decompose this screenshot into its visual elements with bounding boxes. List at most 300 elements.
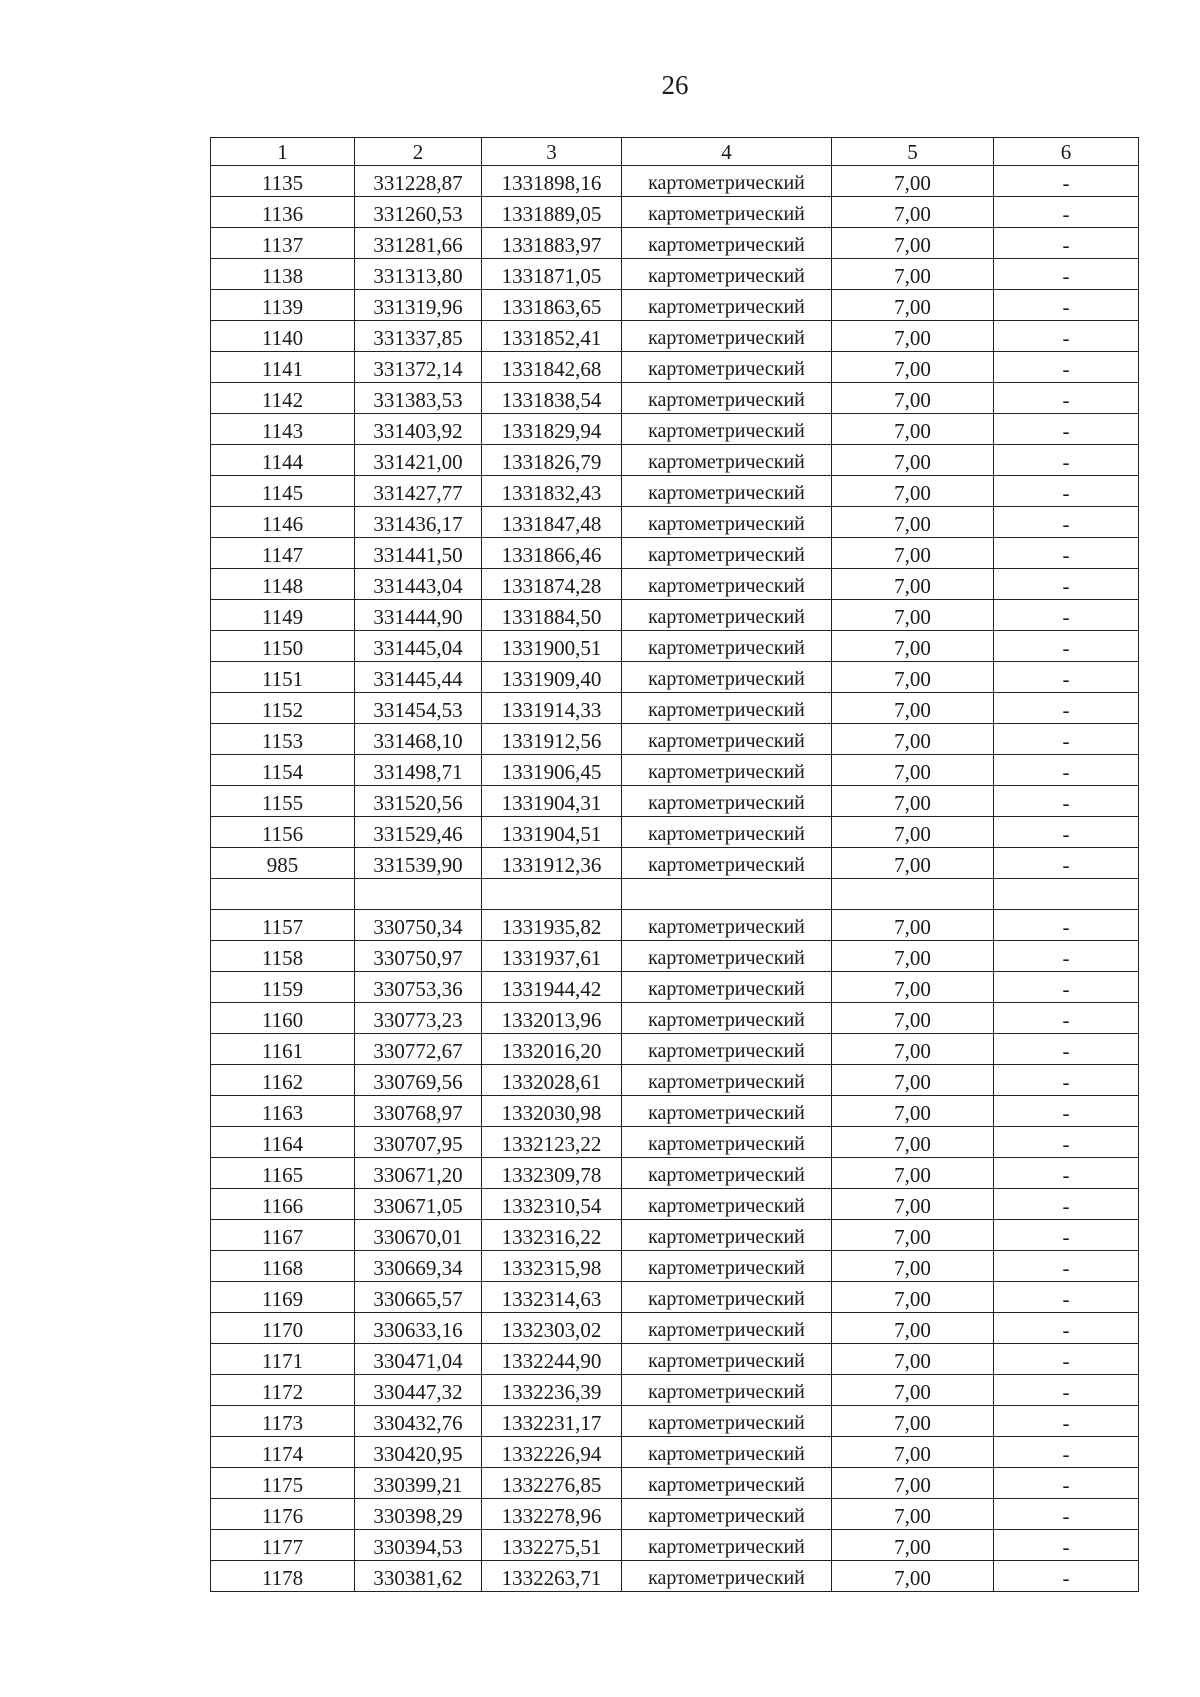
- column-header: 3: [482, 138, 622, 166]
- note-cell: -: [994, 1344, 1139, 1375]
- table-row: [211, 228, 1139, 259]
- y-coordinate-cell: 1332244,90: [482, 1344, 622, 1375]
- note-cell: -: [994, 1003, 1139, 1034]
- x-coordinate-cell: 330420,95: [355, 1437, 482, 1468]
- method-cell: картометрический: [622, 1530, 832, 1561]
- x-coordinate-cell: 331319,96: [355, 290, 482, 321]
- accuracy-cell: 7,00: [832, 910, 994, 941]
- table-row: [211, 1282, 1139, 1313]
- point-number-cell: 985: [211, 848, 355, 879]
- table-row: [211, 1034, 1139, 1065]
- y-coordinate-cell: 1331884,50: [482, 600, 622, 631]
- point-number-cell: 1141: [211, 352, 355, 383]
- accuracy-cell: 7,00: [832, 166, 994, 197]
- y-coordinate-cell: 1331914,33: [482, 693, 622, 724]
- column-header: 1: [211, 138, 355, 166]
- method-cell: картометрический: [622, 910, 832, 941]
- accuracy-cell: 7,00: [832, 1468, 994, 1499]
- accuracy-cell: 7,00: [832, 228, 994, 259]
- point-number-cell: 1150: [211, 631, 355, 662]
- column-header: 4: [622, 138, 832, 166]
- point-number-cell: 1140: [211, 321, 355, 352]
- point-number-cell: 1169: [211, 1282, 355, 1313]
- y-coordinate-cell: 1331871,05: [482, 259, 622, 290]
- y-coordinate-cell: 1331826,79: [482, 445, 622, 476]
- table-row: [211, 724, 1139, 755]
- note-cell: -: [994, 972, 1139, 1003]
- y-coordinate-cell: [482, 879, 622, 910]
- method-cell: картометрический: [622, 1561, 832, 1592]
- x-coordinate-cell: 330772,67: [355, 1034, 482, 1065]
- y-coordinate-cell: 1331906,45: [482, 755, 622, 786]
- method-cell: картометрический: [622, 662, 832, 693]
- point-number-cell: 1176: [211, 1499, 355, 1530]
- accuracy-cell: 7,00: [832, 290, 994, 321]
- x-coordinate-cell: 330707,95: [355, 1127, 482, 1158]
- accuracy-cell: 7,00: [832, 1561, 994, 1592]
- point-number-cell: 1159: [211, 972, 355, 1003]
- table-row: [211, 817, 1139, 848]
- x-coordinate-cell: 331313,80: [355, 259, 482, 290]
- table-row: [211, 1499, 1139, 1530]
- accuracy-cell: 7,00: [832, 755, 994, 786]
- method-cell: картометрический: [622, 1158, 832, 1189]
- y-coordinate-cell: 1332231,17: [482, 1406, 622, 1437]
- y-coordinate-cell: 1331889,05: [482, 197, 622, 228]
- point-number-cell: 1170: [211, 1313, 355, 1344]
- point-number-cell: 1135: [211, 166, 355, 197]
- x-coordinate-cell: 330432,76: [355, 1406, 482, 1437]
- table-row: [211, 352, 1139, 383]
- point-number-cell: 1145: [211, 476, 355, 507]
- method-cell: картометрический: [622, 786, 832, 817]
- y-coordinate-cell: 1331935,82: [482, 910, 622, 941]
- accuracy-cell: 7,00: [832, 724, 994, 755]
- x-coordinate-cell: 330773,23: [355, 1003, 482, 1034]
- note-cell: -: [994, 259, 1139, 290]
- method-cell: картометрический: [622, 600, 832, 631]
- note-cell: -: [994, 352, 1139, 383]
- x-coordinate-cell: 331421,00: [355, 445, 482, 476]
- x-coordinate-cell: 330769,56: [355, 1065, 482, 1096]
- y-coordinate-cell: 1331842,68: [482, 352, 622, 383]
- point-number-cell: 1152: [211, 693, 355, 724]
- point-number-cell: 1172: [211, 1375, 355, 1406]
- note-cell: -: [994, 166, 1139, 197]
- accuracy-cell: 7,00: [832, 1220, 994, 1251]
- accuracy-cell: 7,00: [832, 414, 994, 445]
- table-row: [211, 631, 1139, 662]
- note-cell: [994, 879, 1139, 910]
- method-cell: картометрический: [622, 1251, 832, 1282]
- method-cell: картометрический: [622, 538, 832, 569]
- y-coordinate-cell: 1332016,20: [482, 1034, 622, 1065]
- table-row: [211, 538, 1139, 569]
- method-cell: картометрический: [622, 1344, 832, 1375]
- accuracy-cell: 7,00: [832, 848, 994, 879]
- method-cell: картометрический: [622, 259, 832, 290]
- x-coordinate-cell: 331468,10: [355, 724, 482, 755]
- table-row: [211, 1375, 1139, 1406]
- y-coordinate-cell: 1332226,94: [482, 1437, 622, 1468]
- note-cell: -: [994, 507, 1139, 538]
- accuracy-cell: 7,00: [832, 662, 994, 693]
- x-coordinate-cell: 331441,50: [355, 538, 482, 569]
- x-coordinate-cell: 330394,53: [355, 1530, 482, 1561]
- note-cell: -: [994, 290, 1139, 321]
- table-row: [211, 1189, 1139, 1220]
- table-row: [211, 600, 1139, 631]
- note-cell: -: [994, 786, 1139, 817]
- point-number-cell: 1146: [211, 507, 355, 538]
- method-cell: картометрический: [622, 445, 832, 476]
- method-cell: картометрический: [622, 1313, 832, 1344]
- note-cell: -: [994, 1251, 1139, 1282]
- column-header: 2: [355, 138, 482, 166]
- point-number-cell: 1148: [211, 569, 355, 600]
- point-number-cell: 1143: [211, 414, 355, 445]
- table-row: [211, 569, 1139, 600]
- accuracy-cell: 7,00: [832, 941, 994, 972]
- x-coordinate-cell: 331383,53: [355, 383, 482, 414]
- note-cell: -: [994, 1313, 1139, 1344]
- table-row: [211, 1344, 1139, 1375]
- note-cell: -: [994, 1468, 1139, 1499]
- point-number-cell: 1162: [211, 1065, 355, 1096]
- note-cell: -: [994, 321, 1139, 352]
- x-coordinate-cell: 331445,04: [355, 631, 482, 662]
- accuracy-cell: 7,00: [832, 1096, 994, 1127]
- table-row: [211, 786, 1139, 817]
- note-cell: -: [994, 476, 1139, 507]
- method-cell: картометрический: [622, 321, 832, 352]
- table-row: [211, 1468, 1139, 1499]
- accuracy-cell: 7,00: [832, 259, 994, 290]
- x-coordinate-cell: 331337,85: [355, 321, 482, 352]
- point-number-cell: 1139: [211, 290, 355, 321]
- x-coordinate-cell: 330447,32: [355, 1375, 482, 1406]
- note-cell: -: [994, 228, 1139, 259]
- y-coordinate-cell: 1331832,43: [482, 476, 622, 507]
- method-cell: картометрический: [622, 290, 832, 321]
- x-coordinate-cell: 330633,16: [355, 1313, 482, 1344]
- method-cell: картометрический: [622, 507, 832, 538]
- y-coordinate-cell: 1331900,51: [482, 631, 622, 662]
- accuracy-cell: 7,00: [832, 1499, 994, 1530]
- x-coordinate-cell: 330750,34: [355, 910, 482, 941]
- x-coordinate-cell: 331539,90: [355, 848, 482, 879]
- accuracy-cell: 7,00: [832, 1282, 994, 1313]
- x-coordinate-cell: 330671,20: [355, 1158, 482, 1189]
- accuracy-cell: 7,00: [832, 352, 994, 383]
- point-number-cell: [211, 879, 355, 910]
- accuracy-cell: 7,00: [832, 538, 994, 569]
- point-number-cell: 1153: [211, 724, 355, 755]
- note-cell: -: [994, 662, 1139, 693]
- accuracy-cell: 7,00: [832, 507, 994, 538]
- point-number-cell: 1161: [211, 1034, 355, 1065]
- note-cell: -: [994, 600, 1139, 631]
- page-number: 26: [661, 70, 689, 100]
- point-number-cell: 1178: [211, 1561, 355, 1592]
- table-row: [211, 507, 1139, 538]
- table-row: [211, 848, 1139, 879]
- accuracy-cell: 7,00: [832, 693, 994, 724]
- accuracy-cell: 7,00: [832, 1065, 994, 1096]
- method-cell: картометрический: [622, 1096, 832, 1127]
- note-cell: -: [994, 414, 1139, 445]
- table-row: [211, 910, 1139, 941]
- accuracy-cell: 7,00: [832, 445, 994, 476]
- table-row: [211, 197, 1139, 228]
- y-coordinate-cell: 1332314,63: [482, 1282, 622, 1313]
- column-header: 6: [994, 138, 1139, 166]
- point-number-cell: 1175: [211, 1468, 355, 1499]
- accuracy-cell: 7,00: [832, 786, 994, 817]
- accuracy-cell: 7,00: [832, 972, 994, 1003]
- method-cell: картометрический: [622, 197, 832, 228]
- x-coordinate-cell: [355, 879, 482, 910]
- header-row: [211, 138, 1139, 166]
- method-cell: картометрический: [622, 1499, 832, 1530]
- method-cell: картометрический: [622, 631, 832, 662]
- table-row: [211, 321, 1139, 352]
- note-cell: -: [994, 755, 1139, 786]
- x-coordinate-cell: 331520,56: [355, 786, 482, 817]
- method-cell: [622, 879, 832, 910]
- table-row: [211, 941, 1139, 972]
- method-cell: картометрический: [622, 1437, 832, 1468]
- table-row: [211, 1127, 1139, 1158]
- table-row: [211, 1406, 1139, 1437]
- note-cell: -: [994, 941, 1139, 972]
- y-coordinate-cell: 1331866,46: [482, 538, 622, 569]
- point-number-cell: 1173: [211, 1406, 355, 1437]
- x-coordinate-cell: 330750,97: [355, 941, 482, 972]
- accuracy-cell: 7,00: [832, 1189, 994, 1220]
- x-coordinate-cell: 330665,57: [355, 1282, 482, 1313]
- x-coordinate-cell: 330381,62: [355, 1561, 482, 1592]
- note-cell: -: [994, 848, 1139, 879]
- y-coordinate-cell: 1332028,61: [482, 1065, 622, 1096]
- x-coordinate-cell: 331260,53: [355, 197, 482, 228]
- x-coordinate-cell: 331403,92: [355, 414, 482, 445]
- note-cell: -: [994, 817, 1139, 848]
- point-number-cell: 1138: [211, 259, 355, 290]
- y-coordinate-cell: 1332013,96: [482, 1003, 622, 1034]
- x-coordinate-cell: 331498,71: [355, 755, 482, 786]
- note-cell: -: [994, 724, 1139, 755]
- table-row: [211, 1065, 1139, 1096]
- accuracy-cell: 7,00: [832, 1034, 994, 1065]
- point-number-cell: 1163: [211, 1096, 355, 1127]
- note-cell: -: [994, 383, 1139, 414]
- point-number-cell: 1157: [211, 910, 355, 941]
- point-number-cell: 1165: [211, 1158, 355, 1189]
- x-coordinate-cell: 331444,90: [355, 600, 482, 631]
- method-cell: картометрический: [622, 693, 832, 724]
- accuracy-cell: 7,00: [832, 569, 994, 600]
- table-row: [211, 476, 1139, 507]
- method-cell: картометрический: [622, 941, 832, 972]
- accuracy-cell: 7,00: [832, 1406, 994, 1437]
- method-cell: картометрический: [622, 1003, 832, 1034]
- y-coordinate-cell: 1331904,31: [482, 786, 622, 817]
- table-row: [211, 1561, 1139, 1592]
- method-cell: картометрический: [622, 569, 832, 600]
- note-cell: -: [994, 631, 1139, 662]
- y-coordinate-cell: 1331874,28: [482, 569, 622, 600]
- method-cell: картометрический: [622, 1282, 832, 1313]
- note-cell: -: [994, 1065, 1139, 1096]
- y-coordinate-cell: 1332309,78: [482, 1158, 622, 1189]
- point-number-cell: 1158: [211, 941, 355, 972]
- note-cell: -: [994, 693, 1139, 724]
- point-number-cell: 1166: [211, 1189, 355, 1220]
- method-cell: картометрический: [622, 352, 832, 383]
- table-body: [211, 166, 1139, 1592]
- note-cell: -: [994, 538, 1139, 569]
- coordinates-table: [210, 137, 1139, 1592]
- accuracy-cell: 7,00: [832, 1313, 994, 1344]
- note-cell: -: [994, 1499, 1139, 1530]
- table-row: [211, 1158, 1139, 1189]
- y-coordinate-cell: 1331909,40: [482, 662, 622, 693]
- point-number-cell: 1136: [211, 197, 355, 228]
- point-number-cell: 1174: [211, 1437, 355, 1468]
- accuracy-cell: 7,00: [832, 197, 994, 228]
- x-coordinate-cell: 330671,05: [355, 1189, 482, 1220]
- x-coordinate-cell: 331454,53: [355, 693, 482, 724]
- x-coordinate-cell: 330768,97: [355, 1096, 482, 1127]
- x-coordinate-cell: 330399,21: [355, 1468, 482, 1499]
- table-row: [211, 755, 1139, 786]
- table-row: [211, 290, 1139, 321]
- note-cell: -: [994, 1189, 1139, 1220]
- x-coordinate-cell: 330471,04: [355, 1344, 482, 1375]
- note-cell: -: [994, 1034, 1139, 1065]
- y-coordinate-cell: 1332303,02: [482, 1313, 622, 1344]
- table-row: [211, 1313, 1139, 1344]
- x-coordinate-cell: 331529,46: [355, 817, 482, 848]
- point-number-cell: 1151: [211, 662, 355, 693]
- method-cell: картометрический: [622, 755, 832, 786]
- method-cell: картометрический: [622, 414, 832, 445]
- x-coordinate-cell: 331281,66: [355, 228, 482, 259]
- accuracy-cell: 7,00: [832, 631, 994, 662]
- y-coordinate-cell: 1332030,98: [482, 1096, 622, 1127]
- accuracy-cell: 7,00: [832, 383, 994, 414]
- y-coordinate-cell: 1331847,48: [482, 507, 622, 538]
- point-number-cell: 1164: [211, 1127, 355, 1158]
- accuracy-cell: 7,00: [832, 476, 994, 507]
- point-number-cell: 1167: [211, 1220, 355, 1251]
- y-coordinate-cell: 1332236,39: [482, 1375, 622, 1406]
- point-number-cell: 1155: [211, 786, 355, 817]
- accuracy-cell: [832, 879, 994, 910]
- x-coordinate-cell: 331443,04: [355, 569, 482, 600]
- table-row: [211, 1220, 1139, 1251]
- note-cell: -: [994, 1096, 1139, 1127]
- table-row: [211, 1251, 1139, 1282]
- y-coordinate-cell: 1331937,61: [482, 941, 622, 972]
- table-row: [211, 383, 1139, 414]
- accuracy-cell: 7,00: [832, 1375, 994, 1406]
- point-number-cell: 1144: [211, 445, 355, 476]
- y-coordinate-cell: 1331912,36: [482, 848, 622, 879]
- y-coordinate-cell: 1332310,54: [482, 1189, 622, 1220]
- table-row: [211, 259, 1139, 290]
- method-cell: картометрический: [622, 972, 832, 1003]
- method-cell: картометрический: [622, 166, 832, 197]
- table-row: [211, 879, 1139, 910]
- y-coordinate-cell: 1331904,51: [482, 817, 622, 848]
- note-cell: -: [994, 1437, 1139, 1468]
- point-number-cell: 1147: [211, 538, 355, 569]
- note-cell: -: [994, 1406, 1139, 1437]
- x-coordinate-cell: 331427,77: [355, 476, 482, 507]
- column-header: 5: [832, 138, 994, 166]
- method-cell: картометрический: [622, 724, 832, 755]
- note-cell: -: [994, 1282, 1139, 1313]
- y-coordinate-cell: 1331863,65: [482, 290, 622, 321]
- method-cell: картометрический: [622, 228, 832, 259]
- y-coordinate-cell: 1331829,94: [482, 414, 622, 445]
- table-row: [211, 1003, 1139, 1034]
- note-cell: -: [994, 1127, 1139, 1158]
- table-header: [211, 138, 1139, 166]
- y-coordinate-cell: 1332275,51: [482, 1530, 622, 1561]
- method-cell: картометрический: [622, 476, 832, 507]
- accuracy-cell: 7,00: [832, 1530, 994, 1561]
- note-cell: -: [994, 197, 1139, 228]
- table-row: [211, 1530, 1139, 1561]
- y-coordinate-cell: 1332315,98: [482, 1251, 622, 1282]
- x-coordinate-cell: 331228,87: [355, 166, 482, 197]
- method-cell: картометрический: [622, 1406, 832, 1437]
- method-cell: картометрический: [622, 1189, 832, 1220]
- x-coordinate-cell: 330398,29: [355, 1499, 482, 1530]
- point-number-cell: 1171: [211, 1344, 355, 1375]
- x-coordinate-cell: 331436,17: [355, 507, 482, 538]
- y-coordinate-cell: 1332278,96: [482, 1499, 622, 1530]
- accuracy-cell: 7,00: [832, 1437, 994, 1468]
- accuracy-cell: 7,00: [832, 817, 994, 848]
- method-cell: картометрический: [622, 1065, 832, 1096]
- note-cell: -: [994, 1561, 1139, 1592]
- y-coordinate-cell: 1331838,54: [482, 383, 622, 414]
- method-cell: картометрический: [622, 1127, 832, 1158]
- accuracy-cell: 7,00: [832, 1127, 994, 1158]
- y-coordinate-cell: 1331883,97: [482, 228, 622, 259]
- point-number-cell: 1168: [211, 1251, 355, 1282]
- accuracy-cell: 7,00: [832, 1158, 994, 1189]
- accuracy-cell: 7,00: [832, 321, 994, 352]
- note-cell: -: [994, 1375, 1139, 1406]
- point-number-cell: 1156: [211, 817, 355, 848]
- accuracy-cell: 7,00: [832, 1003, 994, 1034]
- point-number-cell: 1142: [211, 383, 355, 414]
- table-row: [211, 693, 1139, 724]
- y-coordinate-cell: 1331898,16: [482, 166, 622, 197]
- table-row: [211, 445, 1139, 476]
- table-row: [211, 1096, 1139, 1127]
- table-row: [211, 1437, 1139, 1468]
- method-cell: картометрический: [622, 817, 832, 848]
- x-coordinate-cell: 330669,34: [355, 1251, 482, 1282]
- y-coordinate-cell: 1331912,56: [482, 724, 622, 755]
- note-cell: -: [994, 1220, 1139, 1251]
